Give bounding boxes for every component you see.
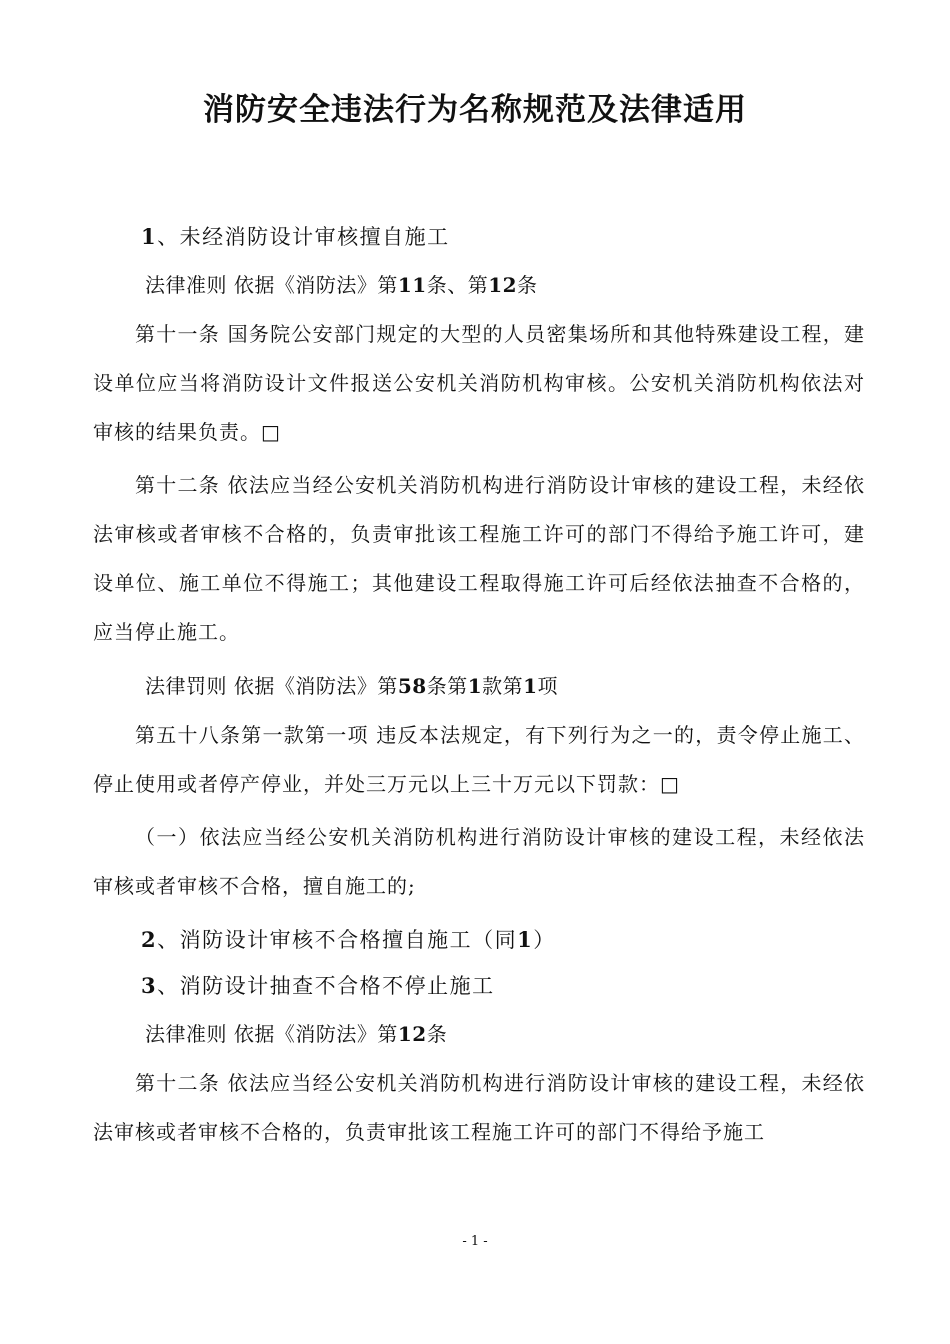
legal-rule-line xyxy=(93,260,865,310)
rule-text: 条第 xyxy=(426,674,468,698)
section-title-suffix: ） xyxy=(533,928,556,952)
section-number: 2 xyxy=(141,927,158,952)
section-heading-3 xyxy=(93,963,865,1009)
clause-number: 1 xyxy=(467,674,483,698)
article-paragraph: （一）依法应当经公安机关消防机构进行消防设计审核的建设工程，未经依法审核或者审核不合格，擅自施工的; xyxy=(93,825,865,898)
section-title: 、消防设计抽查不合格不停止施工 xyxy=(157,974,495,998)
section-heading-2 xyxy=(93,917,865,963)
rule-text: 条 xyxy=(517,273,538,297)
document-body xyxy=(93,214,865,1157)
rule-text: 法律准则 依据《消防法》第 xyxy=(145,273,398,297)
article-paragraph: 第十一条 国务院公安部门规定的大型的人员密集场所和其他特殊建设工程，建设单位应当将消防设计文件报送公安机关消防机构审核。公安机关消防机构依法对审核的结果负责。□ xyxy=(93,322,865,444)
section-number: 3 xyxy=(141,973,158,998)
legal-penalty-line xyxy=(93,661,865,711)
legal-rule-line xyxy=(93,1009,865,1059)
article-number: 12 xyxy=(397,1022,427,1046)
section-reference: 1 xyxy=(517,927,534,952)
section-heading-1 xyxy=(93,214,865,260)
article-paragraph: 第十二条 依法应当经公安机关消防机构进行消防设计审核的建设工程，未经依法审核或者审核不合格的，负责审批该工程施工许可的部门不得给予施工许可，建设单位、施工单位不得施工；其他建设工程取得施工许可后经依法抽查不合格的，应当停止施工。 xyxy=(93,473,865,644)
section-title: 、未经消防设计审核擅自施工 xyxy=(157,225,450,249)
rule-text: 款第 xyxy=(482,674,524,698)
article-number: 11 xyxy=(397,273,427,297)
page-number: - 1 - xyxy=(462,1234,488,1249)
section-title: 、消防设计审核不合格擅自施工（同 xyxy=(157,928,518,952)
rule-text: 条、第 xyxy=(426,273,489,297)
article-number: 12 xyxy=(488,273,518,297)
rule-text: 项 xyxy=(537,674,559,698)
document-title: 消防安全违法行为名称规范及法律适用 xyxy=(203,92,747,128)
rule-text: 条 xyxy=(426,1022,448,1046)
rule-text: 法律准则 依据《消防法》第 xyxy=(145,1022,398,1046)
item-number: 1 xyxy=(523,674,538,698)
section-number: 1 xyxy=(141,224,158,249)
rule-text: 法律罚则 依据《消防法》第 xyxy=(145,674,398,698)
article-paragraph: 第十二条 依法应当经公安机关消防机构进行消防设计审核的建设工程，未经依法审核或者审核不合格的，负责审批该工程施工许可的部门不得给予施工 xyxy=(93,1071,865,1144)
article-paragraph: 第五十八条第一款第一项 违反本法规定，有下列行为之一的，责令停止施工、停止使用或者停产停业，并处三万元以上三十万元以下罚款：□ xyxy=(93,723,865,796)
article-number: 58 xyxy=(397,674,427,698)
